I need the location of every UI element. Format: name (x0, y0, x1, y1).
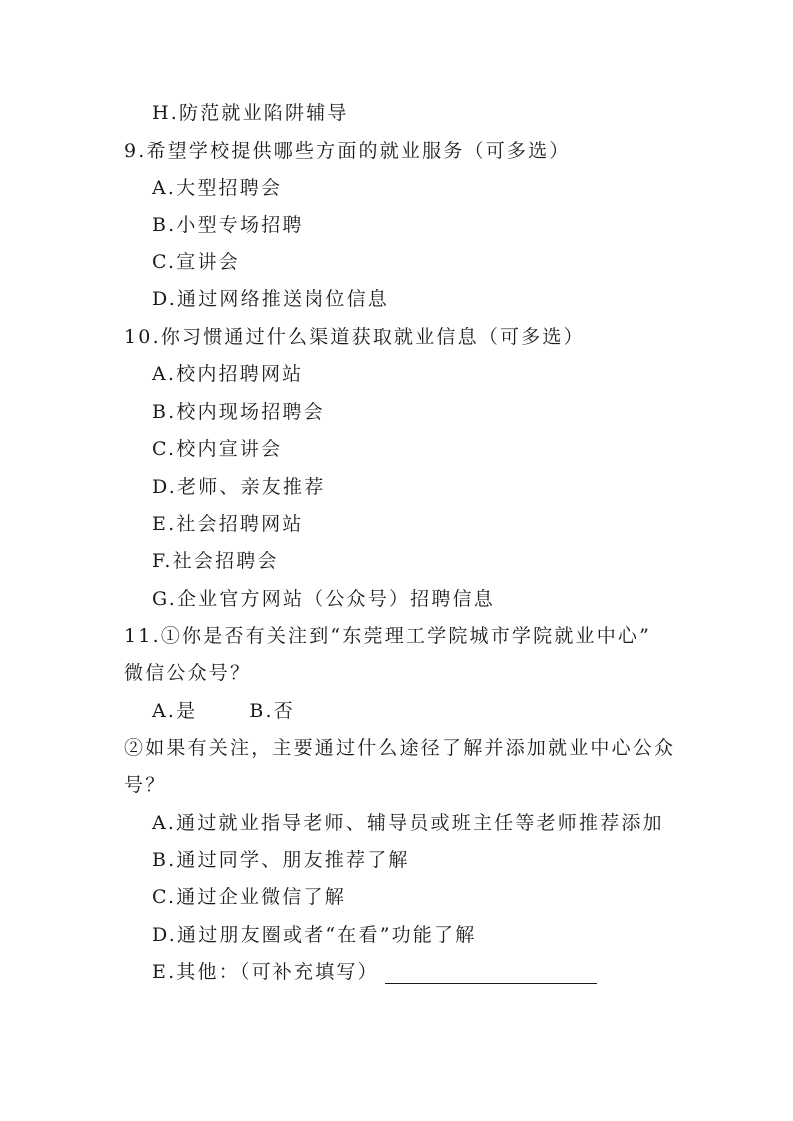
option-q10-e: E.社会招聘网站 (152, 513, 304, 535)
option-q11-2-c: C.通过企业微信了解 (152, 886, 346, 908)
question-10: 10.你习惯通过什么渠道获取就业信息（可多选） (124, 326, 585, 348)
fill-in-blank-line (385, 963, 597, 984)
option-q11-2-e-row (152, 960, 597, 984)
option-q11-2-d: D.通过朋友圈或者“在看”功能了解 (152, 924, 477, 946)
option-q10-c: C.校内宣讲会 (152, 438, 283, 460)
question-11-part-1-line-1: 11.①你是否有关注到“东莞理工学院城市学院就业中心” (124, 625, 652, 647)
question-11-part-1-line-2: 微信公众号？ (124, 662, 252, 684)
option-q11-2-a: A.通过就业指导老师、辅导员或班主任等老师推荐添加 (152, 812, 664, 834)
options-q11-part-1 (152, 699, 295, 723)
option-q9-d: D.通过网络推送岗位信息 (152, 288, 389, 310)
option-q11-2-b: B.通过同学、朋友推荐了解 (152, 849, 410, 871)
option-q11-2-e: E.其他：（可补充填写） (152, 961, 379, 983)
option-q10-g: G.企业官方网站（公众号）招聘信息 (152, 588, 495, 610)
option-q10-f: F.社会招聘会 (152, 550, 279, 572)
option-q9-b: B.小型专场招聘 (152, 214, 304, 236)
question-9: 9.希望学校提供哪些方面的就业服务（可多选） (124, 140, 571, 162)
option-q9-a: A.大型招聘会 (152, 177, 283, 199)
option-q9-c: C.宣讲会 (152, 251, 240, 273)
option-q8-h: H.防范就业陷阱辅导 (152, 102, 349, 124)
question-11-part-2-line-1: ②如果有关注，主要通过什么途径了解并添加就业中心公众 (124, 737, 676, 759)
option-q10-a: A.校内招聘网站 (152, 363, 304, 385)
question-11-part-2-line-2: 号？ (124, 774, 167, 796)
option-q10-b: B.校内现场招聘会 (152, 401, 325, 423)
option-q10-d: D.老师、亲友推荐 (152, 476, 326, 498)
option-q11-1-a: A.是 (152, 700, 198, 722)
option-q11-1-b: B.否 (249, 700, 295, 722)
